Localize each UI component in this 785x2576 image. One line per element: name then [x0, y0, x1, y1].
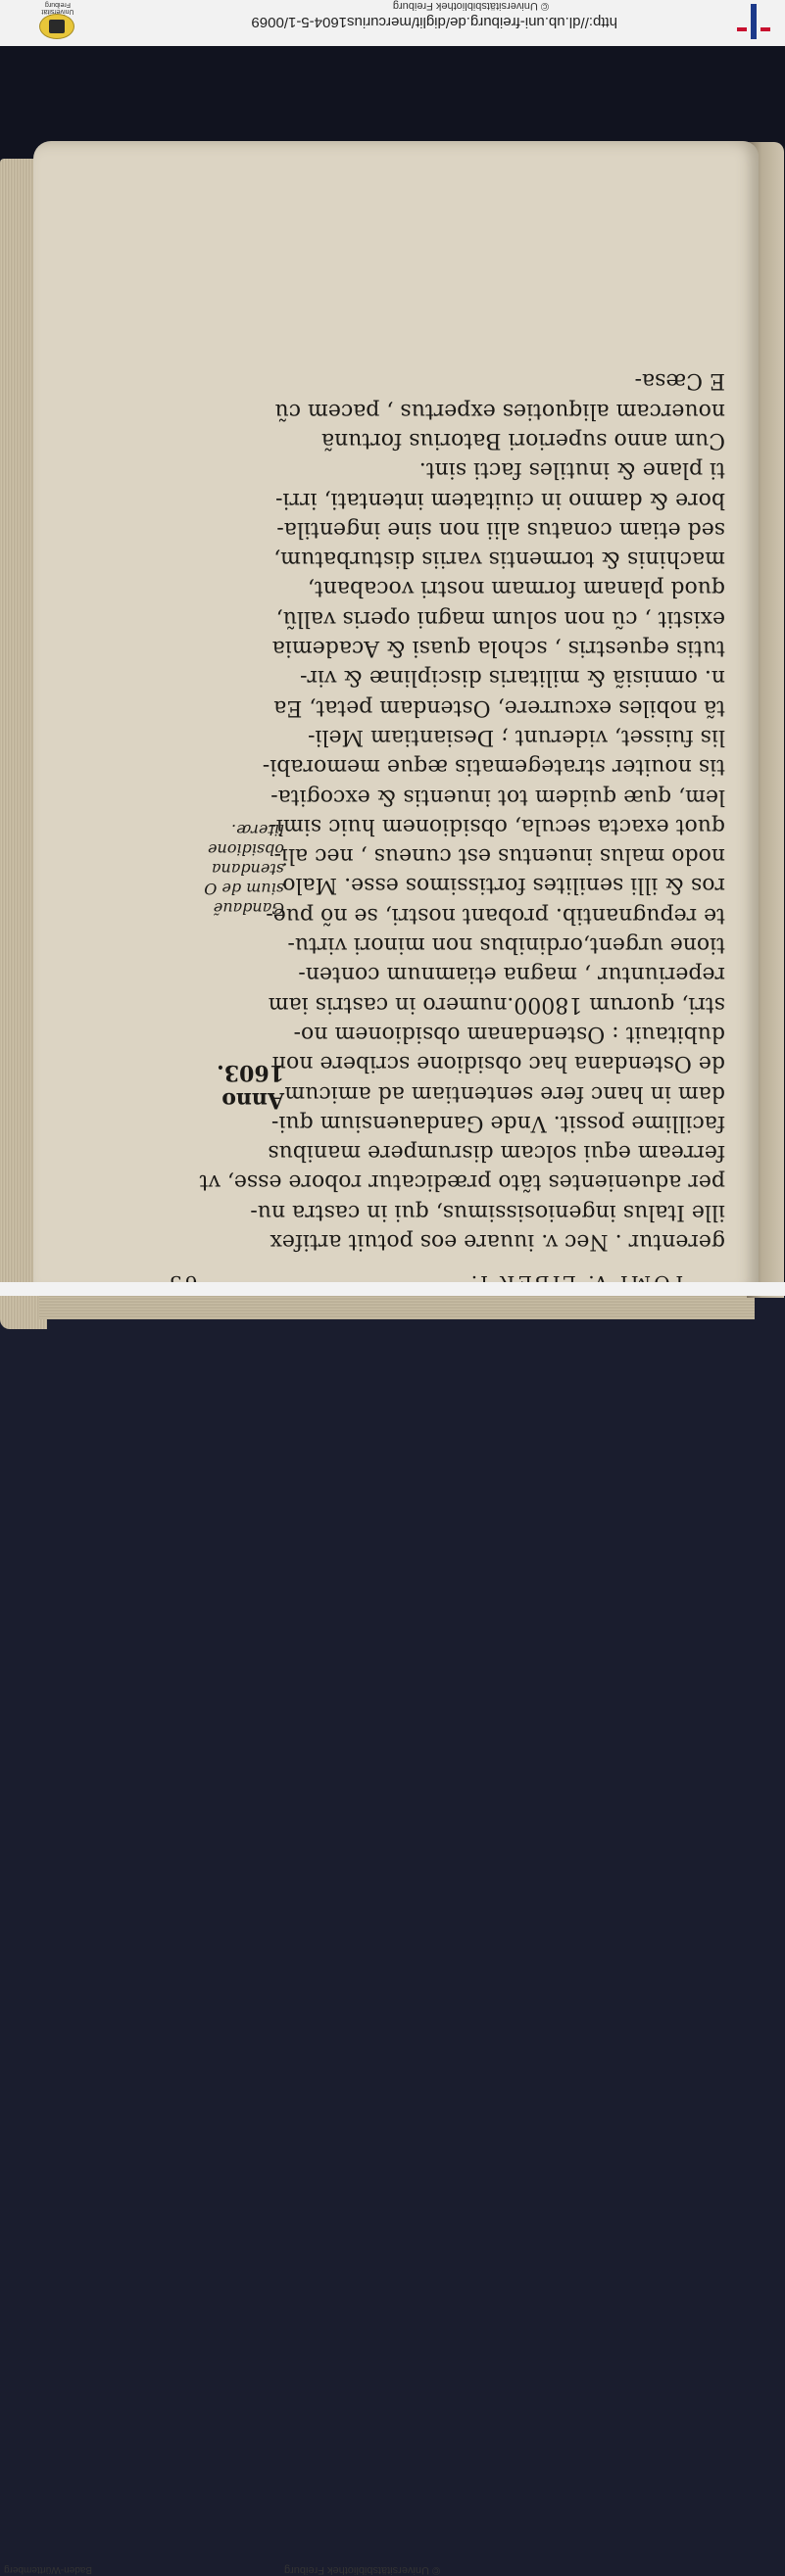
text-line: dam in hanc fere sententiam ad amicum: [284, 1080, 725, 1106]
text-line: sed etiam conatus alii non sine ingentila-: [276, 516, 725, 542]
margin-note-line: obsidione: [208, 840, 284, 859]
text-line: de Ostendana hac obsidione scribere non: [271, 1051, 725, 1076]
text-line: tione urgent,ordinibus non minori virtu-: [287, 932, 725, 958]
text-line: quod planam formam nostri vocabant,: [307, 576, 725, 601]
text-line: dubitauit : Ostendanam obsidionem no-: [293, 1021, 725, 1046]
text-line: tutis equestris , schola quasi & Academia: [271, 636, 725, 661]
library-logo-icon[interactable]: [733, 0, 772, 39]
text-line: existit , cũ non solum magni operis vallũ,: [275, 605, 725, 631]
text-line: Cum anno superiori Batorius fortunã: [320, 427, 725, 453]
university-badge[interactable]: [37, 1, 78, 41]
badge-label: Universität Freiburg: [41, 1, 74, 15]
text-line: lem, quæ quidem tot inuentis & excogita-: [270, 784, 725, 809]
text-line: lis fuisset, viderunt ; Desiantiam Meli-: [308, 724, 725, 749]
viewer-header: [0, 0, 785, 47]
margin-note-line: Gandauẽ: [213, 899, 284, 918]
text-line: ti plane & inutiles facti sint.: [418, 457, 725, 483]
text-line: n. omnisiã & militaris disciplinæ & vir-: [300, 665, 725, 691]
text-line: facillime possit. Vnde Gandauensium qui-: [270, 1110, 725, 1135]
text-line: quot exacta secula, obsidionem huic simi-: [269, 813, 725, 838]
text-line: per aduenientes tãto prædicatur robore esse, vt: [199, 1169, 725, 1195]
coat-of-arms-icon: [39, 14, 74, 39]
text-line: gerentur . Nec v. iuuare eos potuit artifex: [270, 1229, 725, 1254]
text-line: tis nouiter strategematis æque memorabi-: [262, 754, 725, 780]
book-scan: [0, 46, 785, 1282]
text-line: ferream equi solcam disrumpere manibus: [268, 1140, 725, 1166]
page-url[interactable]: http://dl.ub.uni-freiburg.de/diglit/mercurius1604-5-1/0069: [251, 14, 617, 30]
footer-copyright: © Universitätsbibliothek Freiburg: [284, 2564, 441, 2576]
text-line: ille Italus ingeniosissimus, qui in castra nu-: [250, 1199, 725, 1224]
text-line: nodo malus inuentus est cuneus , nec ali-: [273, 843, 725, 869]
text-line: te repugnantib. probant nostri, se nõ pue-: [266, 902, 725, 928]
margin-year: [147, 1055, 284, 1114]
text-line: ros & illi senilites fortissimos esse. Malo: [282, 873, 725, 898]
copyright-notice: © Universitätsbibliothek Freiburg: [392, 0, 549, 12]
margin-note: [147, 800, 284, 918]
margin-note-line: literæ.: [231, 821, 284, 839]
text-line: tã nobiles excurrere, Ostendam petat, Ea: [273, 694, 725, 720]
page-text-block: [147, 178, 725, 1295]
viewer-footer: [0, 1282, 785, 2576]
text-line: nouercam aliquoties expertus , pacem cũ: [274, 398, 725, 423]
text-line: bore & damno in ciuitatem intentati, irri-: [275, 487, 725, 512]
margin-note-line: stendana: [211, 860, 284, 879]
text-line: machinis & tormentis variis disturbatum,: [273, 547, 725, 572]
margin-year-line: 1603.: [217, 1060, 284, 1085]
footer-region: Baden-Württemberg: [4, 2564, 93, 2575]
text-line: reperiuntur , magna etiamnum conten-: [298, 962, 725, 987]
margin-note-line: sium de O: [204, 880, 284, 898]
text-line: stri, quorum 18000.numero in castris iam: [268, 991, 725, 1017]
margin-year-line: Anno: [221, 1087, 284, 1113]
text-line: E Cæsa-: [634, 368, 725, 394]
